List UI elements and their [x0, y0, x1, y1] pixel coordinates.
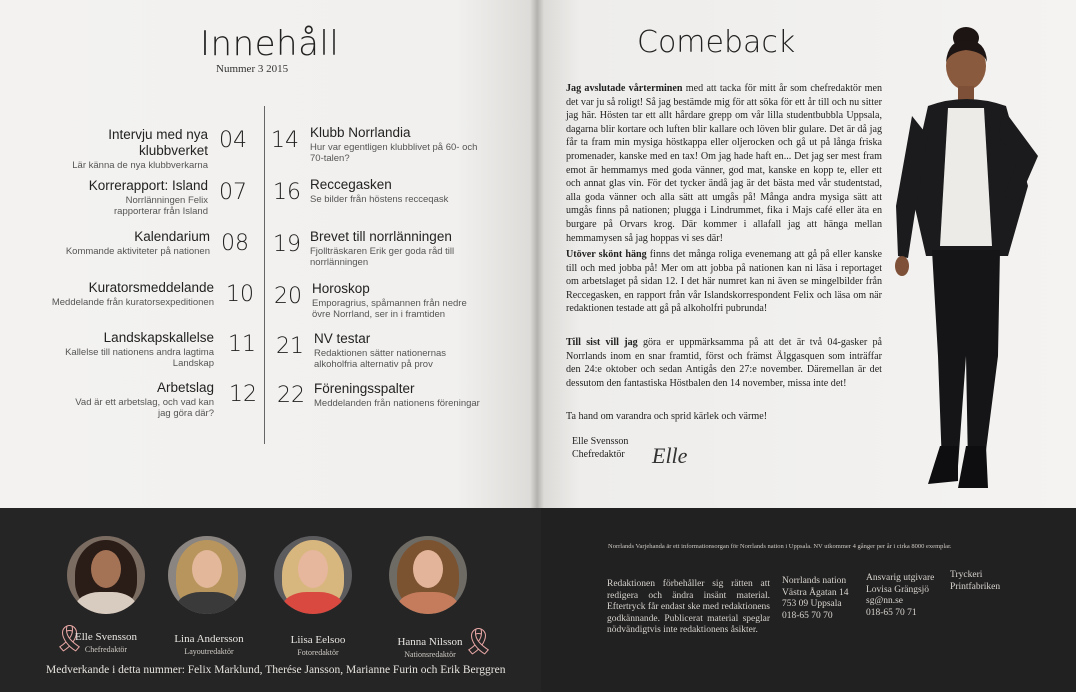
signoff-role: Chefredaktör — [572, 449, 625, 460]
toc-entry[interactable] — [40, 127, 208, 171]
publisher-title: Ansvarig utgivare — [866, 573, 935, 583]
toc-entry-desc: Norrlänningen Felix rapporterar från Island — [114, 195, 208, 217]
toc-entry[interactable] — [40, 330, 214, 369]
staff-name: Hanna Nilsson — [397, 636, 463, 648]
toc-page-number: 10 — [226, 282, 254, 307]
toc-entry-title: Intervju med nya klubbverket — [108, 127, 208, 158]
blouse — [940, 108, 992, 246]
toc-page-number: 20 — [274, 284, 302, 309]
editorial-paragraph — [566, 82, 882, 245]
colophon-printer — [950, 570, 1000, 593]
toc-page-number: 12 — [229, 382, 257, 407]
toc-page-number: 11 — [228, 332, 256, 357]
issue-number: Nummer 3 2015 — [216, 63, 289, 75]
toc-entry[interactable] — [40, 178, 208, 217]
toc-entry-title: Arbetslag — [156, 380, 214, 395]
toc-entry-desc: Meddelande från kuratorsexpeditionen — [51, 297, 214, 308]
contributors-line: Medverkande i detta nummer: Felix Marklund, Therése Jansson, Marianne Furin och Erik Berggren — [46, 664, 506, 676]
editorial-title: Comeback — [637, 25, 796, 60]
left-boot — [928, 446, 958, 484]
trousers — [932, 250, 1000, 466]
avatar — [168, 536, 246, 614]
right-boot — [958, 446, 988, 488]
colophon-publisher — [866, 573, 934, 619]
lead-in: Jag avslutade vårterminen — [566, 83, 683, 94]
toc-page-number: 16 — [273, 180, 301, 205]
staff-role: Chefredaktör — [84, 645, 128, 654]
editorial-paragraph — [566, 248, 882, 316]
toc-entry-title: NV testar — [314, 331, 371, 346]
toc-entry-desc: Kommande aktiviteter på nationen — [65, 246, 210, 257]
toc-entry[interactable] — [314, 381, 484, 409]
toc-entry[interactable] — [310, 229, 480, 268]
address-phone: 018-65 70 70 — [782, 610, 833, 621]
address-title: Norrlands nation — [782, 576, 847, 586]
pink-ribbon-icon: 🎗 — [462, 626, 496, 656]
toc-page-number: 22 — [277, 383, 305, 408]
toc-entry-desc: Se bilder från höstens recceqask — [310, 194, 449, 205]
toc-entry-title: Kalendarium — [134, 229, 210, 244]
staff-role: Layoutredaktör — [184, 647, 234, 656]
colophon-disclaimer: Redaktionen förbehåller sig rätten att redigera och ändra insänt material. Eftertryck får endast ske med redaktionens godkännande. Publicerat material speglar nödvändigtvis inte redaktionens åsikter. — [607, 579, 770, 635]
address-street: Västra Ågatan 14 — [782, 587, 849, 598]
toc-entry-title: Brevet till norrlänningen — [310, 229, 452, 244]
toc-entry[interactable] — [40, 280, 214, 308]
toc-entry[interactable] — [310, 177, 480, 205]
toc-entry[interactable] — [312, 281, 482, 320]
toc-page-number: 14 — [271, 128, 299, 153]
toc-page-number: 19 — [273, 232, 301, 257]
printer-name: Printfabriken — [950, 581, 1001, 592]
toc-entry[interactable] — [310, 125, 480, 164]
toc-entry-desc: Emporagrius, spåmannen från nedre övre Norrland, ser in i framtiden — [312, 298, 467, 320]
toc-page-number: 07 — [219, 180, 247, 205]
toc-entry-title: Horoskop — [312, 281, 370, 296]
toc-page-number: 08 — [221, 231, 249, 256]
publisher-phone: 018-65 70 71 — [866, 607, 917, 618]
toc-title: Innehåll — [200, 24, 340, 64]
toc-entry-desc: Kallelse till nationens andra lagtima Landskap — [65, 347, 214, 369]
toc-entry[interactable] — [314, 331, 484, 370]
toc-entry-title: Föreningsspalter — [314, 381, 415, 396]
toc-entry-desc: Fjollträskaren Erik ger goda råd till norrlänningen — [310, 246, 455, 268]
toc-entry-desc: Lär känna de nya klubbverkarna — [72, 160, 208, 171]
toc-entry-title: Korrerapport: Island — [88, 178, 208, 193]
toc-entry-desc: Hur var egentligen klubblivet på 60- och 70-talen? — [310, 142, 478, 164]
paragraph-body: göra er uppmärksamma på att det är två 04-gasker på Norrlands inom en snar framtid, först och främst Älggasquen som inträffar den 24:e oktober och sedan Antigås den 27:e november. Däremellan är det dessutom den fantastiska Höstbalen den 14 november, missa inte det! — [566, 337, 882, 389]
publisher-name: Lovisa Grängsjö — [866, 584, 930, 595]
toc-entry[interactable] — [40, 380, 214, 419]
paragraph-body: finns det många roliga evenemang att gå på eller kanske till och med jobba på! Mer om att jobba på nationen kan ni läsa i reportaget om arbetslaget på sidan 12. I det här numret kan ni även se mingelbilder från Reccegasken, en rapport från vår Islandskorrespondent Felix och läsa om när redaktionen testade att gå på alkoholfri pubrunda! — [566, 249, 882, 315]
toc-entry-title: Klubb Norrlandia — [310, 125, 411, 140]
editorial-closing: Ta hand om varandra och sprid kärlek och värme! — [566, 411, 768, 422]
toc-divider — [264, 106, 265, 444]
paragraph-body: med att tacka för mitt år som chefredaktör men det var ju så roligt! Så jag bestämde mig för att söka för ett år till och nu sitter jag här. Hösten tar ett allt hårdare grepp om vår lilla studentbubbla Uppsala, dagarna blir kortare och luften blir kallare och löven blir gulare. Det är då jag får ta fram min mysiga höstkappa eller oljerocken och gå ut på långa friska promenader, kanske med en tax! Om jag hade haft en... Det jag ser mest fram emot är hemmamys med goda vänner, god mat, kanske en kopp te, eller ett och annat glas vin. För det tycker ändå jag är det bästa med vår studentstad, alla goda vänner och alla sätt att umgås på! Många andra mysiga sätt att umgås finns på nationen; plugga i Lindrummet, fika i Majs café eller äta en burgare på Orvars krog. Där kommer i allafall jag att hänga mellan hemmamysen så jag hoppas vi ses där! — [566, 83, 882, 244]
staff-name: Lina Andersson — [174, 633, 244, 645]
left-hand — [895, 256, 909, 276]
address-city: 753 09 Uppsala — [782, 599, 842, 609]
staff-role: Nationsredaktör — [404, 650, 456, 659]
lead-in: Till sist vill jag — [566, 337, 638, 348]
toc-entry-desc: Vad är ett arbetslag, och vad kan jag göra där? — [75, 397, 214, 419]
staff-name: Elle Svensson — [74, 631, 138, 643]
avatar — [67, 536, 145, 614]
staff-role: Fotoredaktör — [297, 648, 339, 657]
pink-ribbon-icon: 🎗 — [53, 623, 87, 653]
signoff-name: Elle Svensson — [572, 436, 629, 447]
colophon-address — [782, 576, 848, 622]
toc-entry[interactable] — [40, 229, 210, 257]
publisher-email: sg@nn.se — [866, 596, 903, 606]
printer-title: Tryckeri — [950, 570, 983, 580]
avatar — [274, 536, 352, 614]
staff-name: Liisa Eelsoo — [290, 634, 346, 646]
editorial-paragraph — [566, 336, 882, 390]
toc-entry-desc: Meddelanden från nationens föreningar — [314, 398, 480, 409]
toc-page-number: 21 — [276, 334, 304, 359]
lead-in: Utöver skönt häng — [566, 249, 647, 260]
toc-page-number: 04 — [219, 128, 247, 153]
avatar — [389, 536, 467, 614]
toc-entry-title: Kuratorsmeddelande — [88, 280, 214, 295]
editor-portrait — [888, 26, 1058, 496]
toc-entry-desc: Redaktionen sätter nationernas alkoholfria alternativ på prov — [314, 348, 447, 370]
toc-entry-title: Reccegasken — [310, 177, 392, 192]
colophon-header: Norrlands Varjehanda är ett informationsorgan för Norrlands nation i Uppsala. NV utkommer 4 gånger per år i cirka 8000 exemplar. — [608, 543, 952, 550]
handwritten-signature: Elle — [652, 443, 688, 468]
toc-entry-title: Landskapskallelse — [103, 330, 214, 345]
